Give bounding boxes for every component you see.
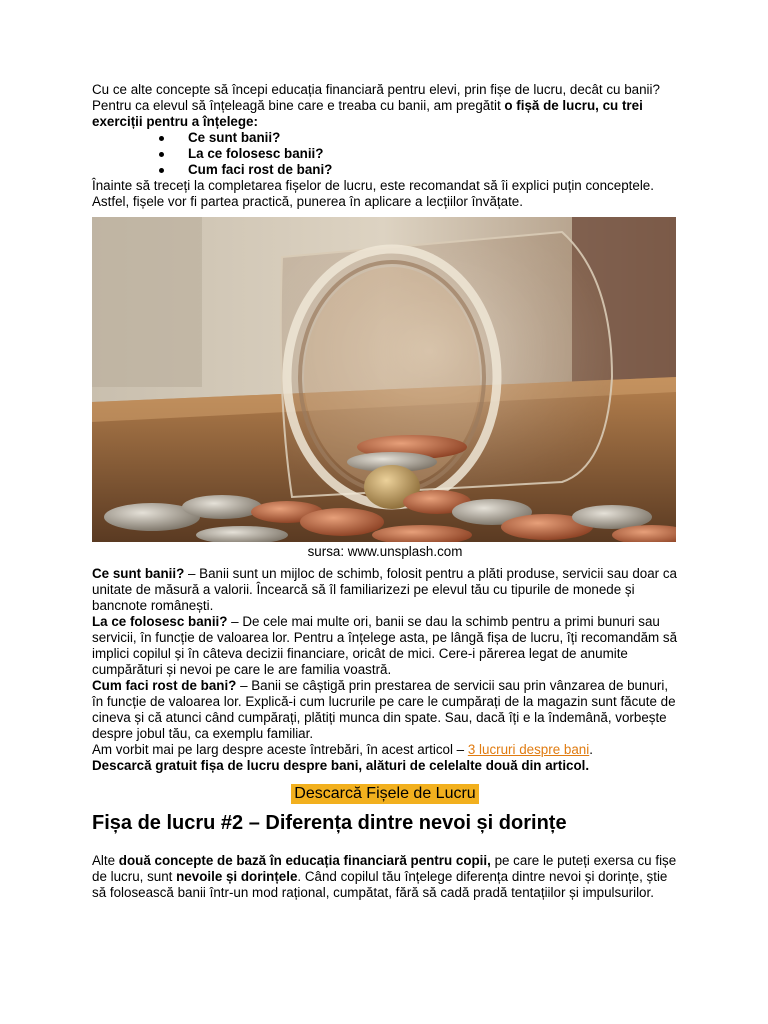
question-label: Ce sunt banii? (92, 566, 185, 581)
question-label: Cum faci rost de bani? (92, 678, 237, 693)
bullet-text: Ce sunt banii? (188, 130, 281, 145)
download-note-text: Descarcă gratuit fișa de lucru despre bani, alături de celelalte două din articol. (92, 758, 590, 773)
download-button-wrapper (92, 784, 678, 804)
answer-text: – Banii se câștigă prin prestarea de servicii sau prin vânzarea de bunuri, în funcție de valoarea lor. Explică-i cum lucrurile pe care le cumpărați de la magazin sunt făcute de cineva și că atunci când cumpărați, plătiți munca din spate. Sau, dacă îți e la îndemână, vorbește despre jobul tău, ca exemplu familiar. (92, 678, 676, 741)
paragraph-text: . Când copilul tău înțelege diferența dintre nevoi și dorințe, știe să folosească banii într-un mod rațional, cumpătat, fără să cadă pradă tentațiilor și impulsurilor. (92, 869, 668, 900)
answer-text: – De cele mai multe ori, banii se dau la schimb pentru a primi bunuri sau servicii, în funcție de valoarea lor. Pentru a înțelege asta, pe lângă fișa de lucru, îți recomandăm să implici copilul și în câteva decizii financiare, oricât de mici. Cere-i părerea legat de anumite cumpărături și nevoi pe care le are familia voastră. (92, 614, 678, 677)
article-link[interactable]: 3 lucruri despre bani (467, 742, 590, 757)
answer-text: – Banii sunt un mijloc de schimb, folosit pentru a plăti produse, servicii sau doar ca unitate de măsură a valorii. Încearcă să îl familiarizezi pe elevul tău cu tipurile de monede și bancnote românești. (92, 566, 677, 613)
photo-caption: sursa: www.unsplash.com (307, 544, 463, 559)
intro-text: Cu ce alte concepte să începi educația financiară pentru elevi, prin fișe de lucru, decât cu banii? Pentru ca elevul să înțeleagă bine care e treaba cu banii, am pregătit (92, 82, 660, 113)
intro-bold-text: o fișă de lucru, cu trei exerciții pentru a înțelege: (92, 98, 643, 129)
bullet-dot-icon (159, 168, 164, 173)
article-reference (92, 742, 678, 758)
intro-paragraph-2: Înainte să treceți la completarea fișelor de lucru, este recomandat să îi explici puțin conceptele. Astfel, fișele vor fi partea practică, punerea în aplicare a lecțiilor învățate. (92, 178, 654, 209)
bullet-item (92, 146, 678, 162)
intro-paragraph (92, 82, 678, 130)
paragraph-text: pe care le puteți exersa cu fișe de lucru, sunt (92, 853, 677, 884)
paragraph-bold-text: nevoile și dorințele (176, 869, 298, 884)
download-worksheets-button[interactable]: Descarcă Fișele de Lucru (291, 784, 478, 804)
bullet-item (92, 130, 678, 146)
bullet-dot-icon (159, 152, 164, 157)
article-body (92, 82, 678, 901)
bullet-item (92, 162, 678, 178)
article-reference-text: Am vorbit mai pe larg despre aceste întrebări, în acest articol – (92, 742, 468, 757)
needs-wants-paragraph (92, 853, 678, 901)
paragraph-bold-text: două concepte de bază în educația financiară pentru copii, (118, 853, 491, 868)
article-reference-end: . (589, 742, 593, 757)
bullet-text: Cum faci rost de bani? (188, 162, 333, 177)
section-how-to-get-money (92, 678, 678, 742)
bullet-dot-icon (159, 136, 164, 141)
bullet-list (92, 130, 678, 178)
bullet-text: La ce folosesc banii? (188, 146, 324, 161)
section-what-money-is-for (92, 614, 678, 678)
paragraph-text: Alte (92, 853, 119, 868)
question-label: La ce folosesc banii? (92, 614, 228, 629)
download-note (92, 758, 678, 774)
section-what-is-money (92, 566, 678, 614)
coin-jar-photo (92, 217, 676, 542)
section-heading: Fișa de lucru #2 – Diferența dintre nevoi și dorințe (92, 812, 567, 834)
